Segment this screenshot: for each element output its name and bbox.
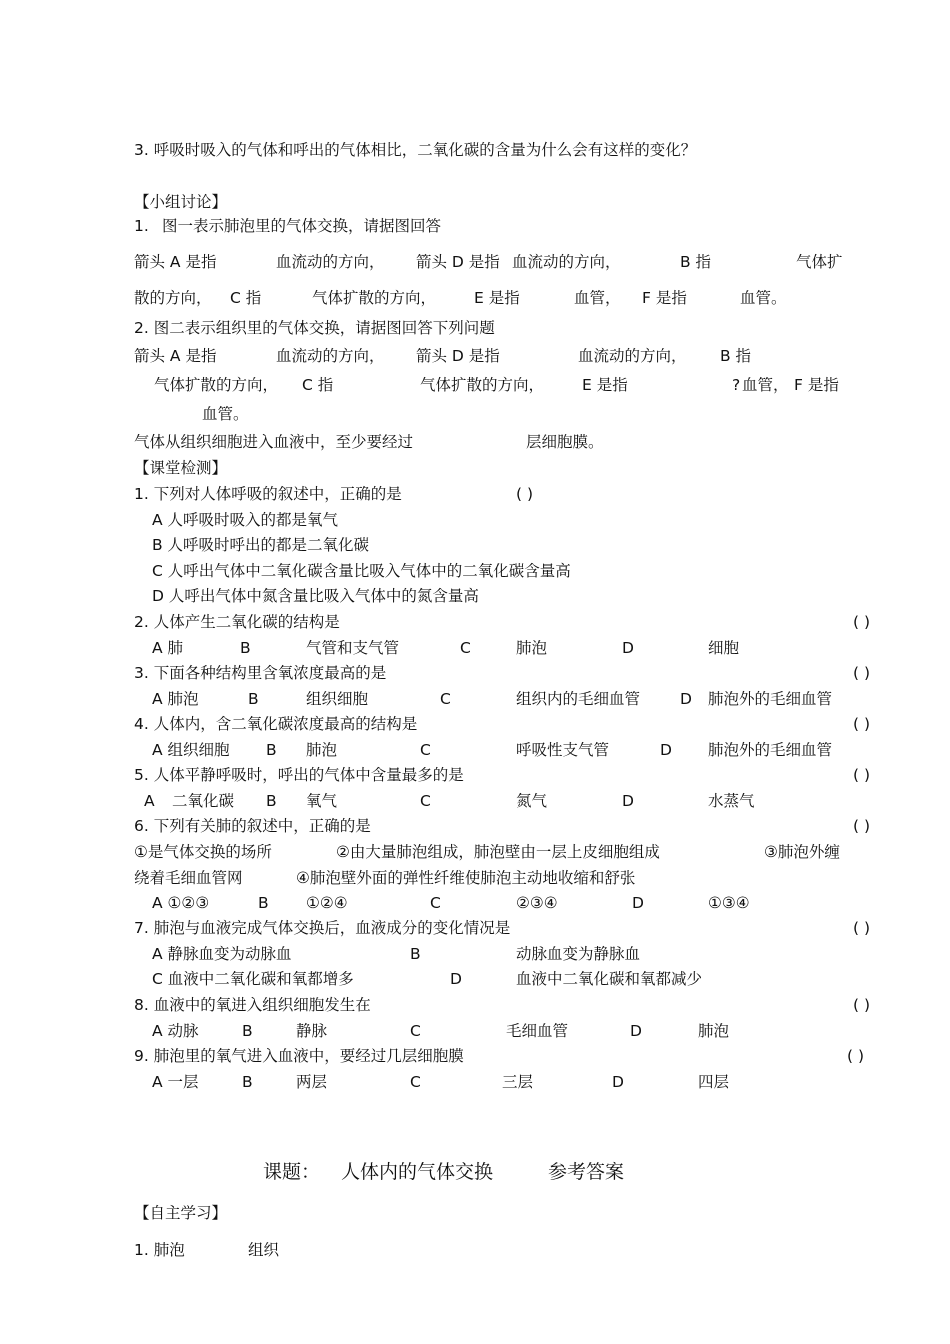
- test-q8-options: A 动脉 B 静脉 C 毛细血管 D 肺泡: [152, 1022, 730, 1040]
- test-q6-line1: ①是气体交换的场所 ②由大量肺泡组成，肺泡壁由一层上皮细胞组成 ③肺泡外缠: [134, 843, 840, 861]
- test-q7-row2: C 血液中二氧化碳和氧都增多 D 血液中二氧化碳和氧都减少: [152, 970, 703, 988]
- test-q1-option-b: B 人呼吸时呼出的都是二氧化碳: [152, 536, 370, 554]
- test-q5-stem: 5. 人体平静呼吸时，呼出的气体中含量最多的是 ( ): [134, 766, 870, 784]
- test-q2-options: A 肺 B 气管和支气管 C 肺泡 D 细胞: [152, 639, 740, 657]
- discussion-q1-stem: 1. 图一表示肺泡里的气体交换，请据图回答: [134, 217, 442, 235]
- test-q2-stem: 2. 人体产生二氧化碳的结构是 ( ): [134, 613, 870, 631]
- test-q6-options: A ①②③ B ①②④ C ②③④ D ①③④: [152, 894, 750, 912]
- discussion-q1-line1: 箭头 A 是指 血流动的方向， 箭头 D 是指 血流动的方向， B 指 气体扩: [134, 253, 843, 271]
- discussion-q2-line3: 血管。: [202, 405, 249, 423]
- test-q3-stem: 3. 下面各种结构里含氧浓度最高的是 ( ): [134, 664, 870, 682]
- test-q5-options: A 二氧化碳 B 氧气 C 氮气 D 水蒸气: [144, 792, 755, 810]
- test-q1-stem: 1. 下列对人体呼吸的叙述中，正确的是 ( ): [134, 485, 534, 503]
- discussion-q2-line1: 箭头 A 是指 血流动的方向， 箭头 D 是指 血流动的方向， B 指: [134, 347, 752, 365]
- discussion-q2-stem: 2. 图二表示组织里的气体交换，请据图回答下列问题: [134, 319, 495, 337]
- test-q9-stem: 9. 肺泡里的氧气进入血液中，要经过几层细胞膜 ( ): [134, 1047, 864, 1065]
- question-3: 3. 呼吸时吸入的气体和呼出的气体相比，二氧化碳的含量为什么会有这样的变化？: [134, 141, 697, 159]
- test-q7-row1: A 静脉血变为动脉血 B 动脉血变为静脉血: [152, 945, 641, 963]
- answers-header: 【自主学习】: [134, 1204, 228, 1222]
- test-q9-options: A 一层 B 两层 C 三层 D 四层: [152, 1073, 730, 1091]
- discussion-q1-line2: 散的方向， C 指 气体扩散的方向， E 是指 血管， F 是指 血管。: [134, 289, 787, 307]
- answers-title: 课题： 人体内的气体交换 参考答案: [263, 1161, 625, 1183]
- discussion-q2-line2: 气体扩散的方向， C 指 气体扩散的方向， E 是指 ? 血管， F 是指: [154, 376, 839, 394]
- test-q4-options: A 组织细胞 B 肺泡 C 呼吸性支气管 D 肺泡外的毛细血管: [152, 741, 833, 759]
- test-header: 【课堂检测】: [134, 459, 228, 477]
- test-q6-line2: 绕着毛细血管网 ④肺泡壁外面的弹性纤维使肺泡主动地收缩和舒张: [134, 869, 636, 887]
- test-q3-options: A 肺泡 B 组织细胞 C 组织内的毛细血管 D 肺泡外的毛细血管: [152, 690, 833, 708]
- test-q7-stem: 7. 肺泡与血液完成气体交换后，血液成分的变化情况是 ( ): [134, 919, 870, 937]
- test-q1-option-c: C 人呼出气体中二氧化碳含量比吸入气体中的二氧化碳含量高: [152, 562, 571, 580]
- discussion-header: 【小组讨论】: [134, 193, 228, 211]
- test-q8-stem: 8. 血液中的氧进入组织细胞发生在 ( ): [134, 996, 870, 1014]
- test-q6-stem: 6. 下列有关肺的叙述中，正确的是 ( ): [134, 817, 870, 835]
- discussion-q2-line4: 气体从组织细胞进入血液中，至少要经过 层细胞膜。: [134, 433, 604, 451]
- test-q1-option-a: A 人呼吸时吸入的都是氧气: [152, 511, 339, 529]
- answers-line1: 1. 肺泡 组织: [134, 1241, 280, 1259]
- test-q1-option-d: D 人呼出气体中氮含量比吸入气体中的氮含量高: [152, 587, 479, 605]
- test-q4-stem: 4. 人体内，含二氧化碳浓度最高的结构是 ( ): [134, 715, 870, 733]
